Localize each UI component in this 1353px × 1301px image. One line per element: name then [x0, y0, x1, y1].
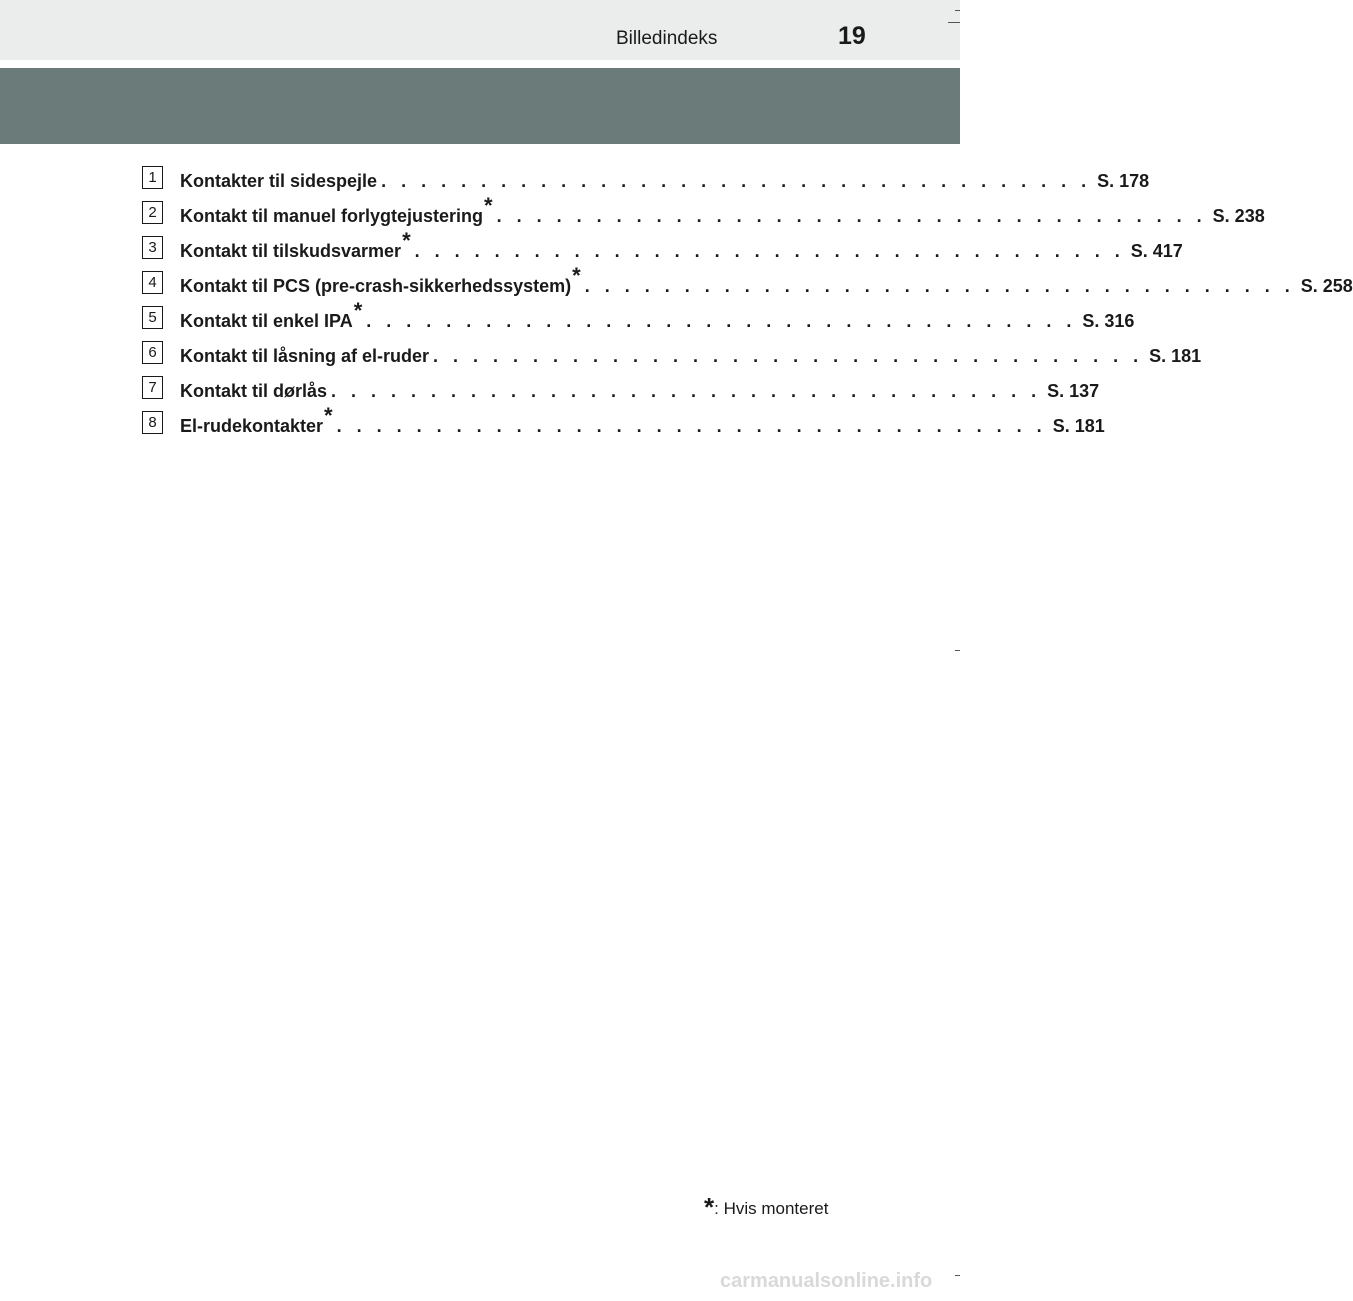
header-strip	[0, 0, 960, 60]
optional-star-icon: *	[353, 298, 363, 323]
toc-list	[142, 157, 1353, 437]
toc-row-1[interactable]	[142, 157, 1150, 192]
header-band	[0, 68, 960, 144]
item-label: Kontakt til dørlås	[180, 381, 328, 401]
item-label: Kontakt til låsning af el-ruder	[180, 346, 430, 366]
toc-row-5[interactable]	[142, 297, 1135, 332]
leader-dots: . . . . . . . . . . . . . . . . . . . . . . . . . . . . . . . . . . . .	[336, 416, 1047, 436]
item-number: 5	[142, 306, 163, 329]
page-reference[interactable]: S. 178	[1097, 171, 1150, 191]
item-number: 7	[142, 376, 163, 399]
toc-row-2[interactable]	[142, 192, 1265, 227]
item-label: Kontakter til sidespejle	[180, 171, 378, 191]
crop-mark	[955, 1275, 960, 1276]
toc-row-3[interactable]	[142, 227, 1183, 262]
section-title: Billedindeks	[616, 28, 718, 49]
item-number: 2	[142, 201, 163, 224]
item-number: 4	[142, 271, 163, 294]
item-label: Kontakt til tilskudsvarmer	[180, 241, 402, 261]
page-number: 19	[838, 22, 866, 50]
toc-row-6[interactable]	[142, 332, 1202, 367]
item-number: 1	[142, 166, 163, 189]
optional-star-icon: *	[484, 193, 493, 218]
leader-dots: . . . . . . . . . . . . . . . . . . . . . . . . . . . . . . . . . . . .	[366, 311, 1077, 331]
optional-star-icon: *	[324, 403, 333, 428]
leader-dots: . . . . . . . . . . . . . . . . . . . . . . . . . . . . . . . . . . . .	[584, 276, 1295, 296]
footnote-star-icon: *	[704, 1192, 715, 1222]
leader-dots: . . . . . . . . . . . . . . . . . . . . . . . . . . . . . . . . . . . .	[331, 381, 1042, 401]
crop-mark	[948, 22, 960, 23]
crop-mark	[955, 10, 960, 11]
item-number: 6	[142, 341, 163, 364]
page-reference[interactable]: S. 316	[1082, 311, 1135, 331]
leader-dots: . . . . . . . . . . . . . . . . . . . . . . . . . . . . . . . . . . . .	[496, 206, 1207, 226]
footnote-text: : Hvis monteret	[714, 1199, 829, 1218]
leader-dots: . . . . . . . . . . . . . . . . . . . . . . . . . . . . . . . . . . . .	[433, 346, 1144, 366]
page-reference[interactable]: S. 181	[1149, 346, 1202, 366]
footnote	[704, 1190, 828, 1221]
watermark: carmanualsonline.info	[720, 1270, 933, 1292]
item-number: 3	[142, 236, 163, 259]
crop-mark	[955, 650, 960, 651]
optional-star-icon: *	[402, 228, 411, 253]
page-reference[interactable]: S. 137	[1047, 381, 1100, 401]
item-label: Kontakt til manuel forlygtejustering	[180, 206, 484, 226]
leader-dots: . . . . . . . . . . . . . . . . . . . . . . . . . . . . . . . . . . . .	[414, 241, 1125, 261]
item-number: 8	[142, 411, 163, 434]
page-reference[interactable]: S. 417	[1130, 241, 1183, 261]
item-label: El-rudekontakter	[180, 416, 324, 436]
page-reference[interactable]: S. 258	[1300, 276, 1353, 296]
toc-row-8[interactable]	[142, 402, 1105, 437]
toc-row-4[interactable]	[142, 262, 1353, 297]
page-reference[interactable]: S. 238	[1212, 206, 1265, 226]
toc-row-7[interactable]	[142, 367, 1100, 402]
leader-dots: . . . . . . . . . . . . . . . . . . . . . . . . . . . . . . . . . . . .	[381, 171, 1092, 191]
page-reference[interactable]: S. 181	[1052, 416, 1105, 436]
item-label: Kontakt til enkel IPA	[180, 311, 353, 331]
item-label: Kontakt til PCS (pre-crash-sikkerhedssystem)	[180, 276, 572, 296]
optional-star-icon: *	[572, 263, 581, 288]
